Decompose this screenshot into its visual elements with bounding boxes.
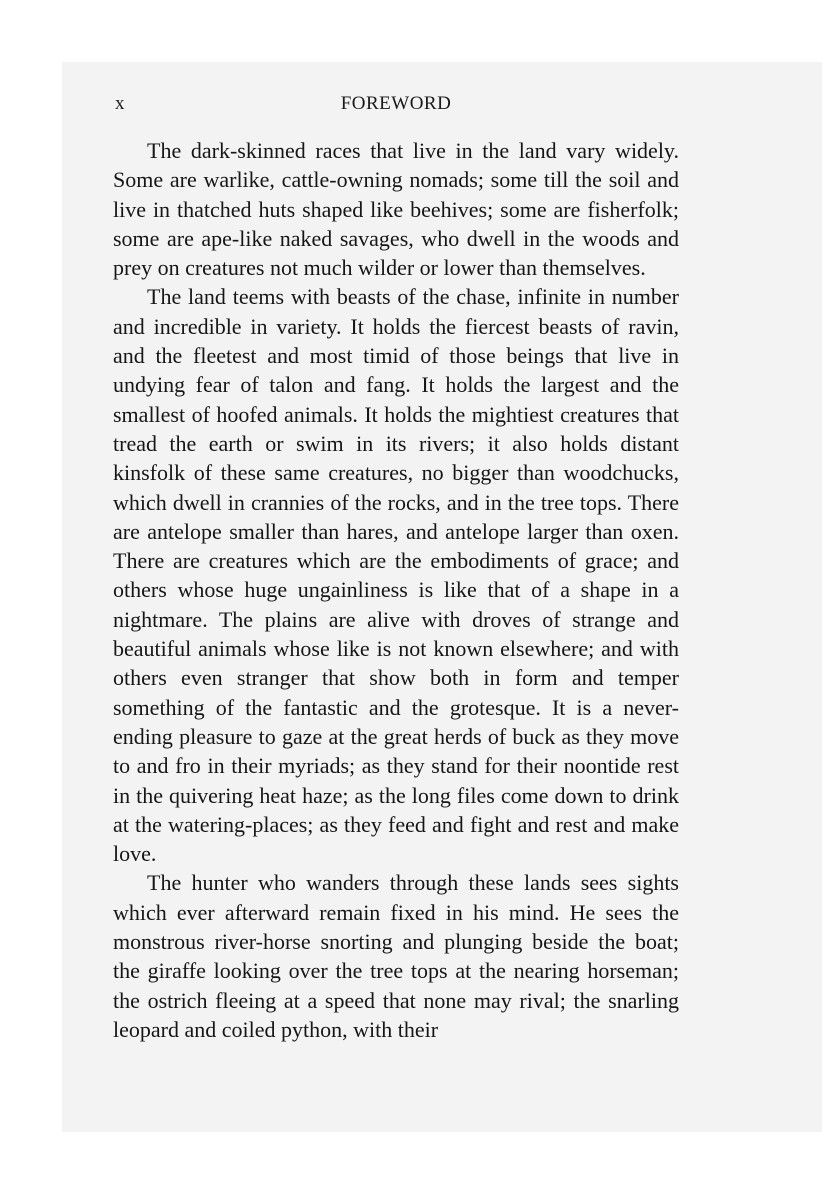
body-text <box>113 136 679 1044</box>
page-header <box>112 91 680 117</box>
page-number: x <box>115 93 125 114</box>
paragraph-peoples: The dark-skinned races that live in the land vary widely. Some are warlike, cattle-owning nomads; some till the soil and live in thatched huts shaped like beehives; some are fisherfolk; some are ape-like naked savages, who dwell in the woods and prey on creatures not much wilder or lower than themselves. <box>113 138 679 281</box>
running-head: FOREWORD <box>340 93 452 114</box>
paragraph-beasts: The land teems with beasts of the chase, infinite in number and incredible in variety. It holds the fiercest beasts of ravin, and the fleetest and most timid of those beings that live in undying fear of talon and fang. It holds the largest and the smallest of hoofed animals. It holds the mightiest creatures that tread the earth or swim in its rivers; it also holds distant kinsfolk of these same creatures, no bigger than woodchucks, which dwell in crannies of the rocks, and in the tree tops. There are antelope smaller than hares, and antelope larger than oxen. There are creatures which are the embodiments of grace; and others whose huge ungainliness is like that of a shape in a nightmare. The plains are alive with droves of strange and beautiful animals whose like is not known elsewhere; and with others even stranger that show both in form and temper something of the fantastic and the grotesque. It is a never-ending pleasure to gaze at the great herds of buck as they move to and fro in their myriads; as they stand for their noontide rest in the quivering heat haze; as the long files come down to drink at the watering-places; as they feed and fight and rest and make love. <box>113 284 679 867</box>
paragraph-hunter: The hunter who wanders through these lands sees sights which ever afterward remain fixed in his mind. He sees the monstrous river-horse snorting and plunging beside the boat; the giraffe looking over the tree tops at the nearing horseman; the ostrich fleeing at a speed that none may rival; the snarling leopard and coiled python, with their <box>113 870 679 1042</box>
